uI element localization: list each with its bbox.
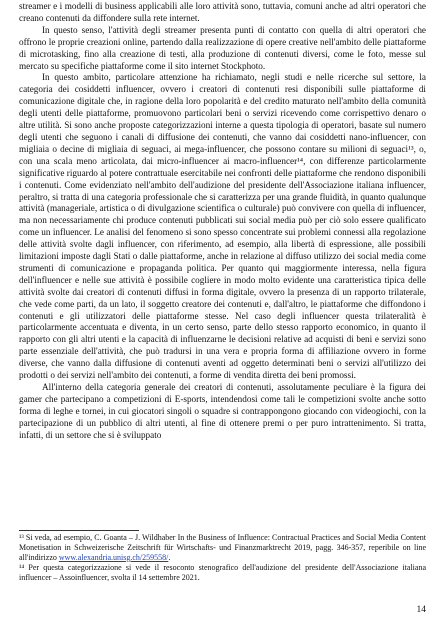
footnote-13-tail: . (168, 553, 171, 562)
paragraph-1: streamer e i modelli di business applicabili alle loro attività sono, tuttavia, comuni anche ad altri operatori che creano contenuti da diffondere sulla rete internet. (19, 1, 426, 23)
paragraph-3: In questo ambito, particolare attenzione ha richiamato, negli studi e nelle ricerche sul settore, la categoria dei cosiddetti influencer, ovvero i creatori di contenuti resi disponibili sulle piattaforme di comunicazione digitale che, in ragione della loro popolarità e del credito maturato nell'ambito della comunità degli utenti delle piattaforme, promuovono particolari beni o servizi ricevendo come corrispettivo denaro o altre utilità. Si sono anche proposte categorizzazioni interne a questa tipologia di operatori, basate sul numero degli utenti che seguono i canali di diffusione dei contenuti, che vanno dai cosiddetti nano-influencer, con migliaia o decine di migliaia di seguaci, ai mega-influencer, che possono contare su milioni di seguaci¹³, o, con una scala meno articolata, dai micro-influencer ai macro-influencer¹⁴, con differenze particolarmente significative riguardo al potere contrattuale esercitabile nei confronti delle piattaforme che rendono disponibili i contenuti. Come evidenziato nell'ambito dell'audizione del presidente dell'Associazione italiana influencer, peraltro, si tratta di una categoria professionale che si caratterizza per una grande fluidità, in quanto qualunque attività (manageriale, artistica o di divulgazione scientifica o culturale) può convivere con quella di influencer, ma non necessariamente chi produce contenuti pubblicati sui social media può per ciò solo essere qualificato come un influencer. Le analisi del fenomeno si sono spesso concentrate sui problemi connessi alla regolazione delle attività svolte dagli influencer, con riferimento, ad esempio, alla libertà di espressione, alle possibili limitazioni imposte dagli Stati o dalle piattaforme, anche in relazione al diffuso utilizzo dei social media come strumenti di comunicazione e propaganda politica. Per quanto qui maggiormente interessa, nella figura dell'influencer e nelle sue attività è possibile cogliere in modo molto evidente una caratteristica tipica delle attività svolte dai creatori di contenuti diffusi in forma digitale, ovvero la presenza di un rapporto trilaterale, che vede come parti, da un lato, il soggetto creatore dei contenuti e, dall'altro, le piattaforme che diffondono i contenuti e gli utilizzatori delle piattaforme stesse. Nel caso degli influencer questa trilateralità è particolarmente accentuata e diventa, in un certo senso, parte dello stesso rapporto economico, in quanto il rapporto con gli altri utenti e la capacità di influenzarne le decisioni relative ad acquisti di beni e servizi sono parte essenziale dell'attività, che può tradursi in una vera e propria forma di affiliazione ovvero in forme diverse, che vanno dalla diffusione di contenuti aventi ad oggetto determinati beni o servizi all'utilizzo dei prodotti o dei servizi nell'ambito dei contenuti, a forme di vendita diretta dei beni promossi. (19, 72, 426, 381)
paragraph-4: All'interno della categoria generale dei creatori di contenuti, assolutamente peculiare è la figura dei gamer che partecipano a competizioni di E-sports, intendendosi come tali le competizioni svolte anche sotto forma di leghe e tornei, in cui giocatori singoli o squadre si contrappongono giocando con videogiochi, con la partecipazione di un pubblico di altri utenti, al fine di ottenere premi o per puro intrattenimento. Si tratta, infatti, di un settore che si è sviluppato (19, 382, 426, 440)
footnotes (19, 533, 426, 583)
footnote-13 (19, 533, 426, 563)
footnote-13-link[interactable]: www.alexandria.unisg.ch/259558/ (58, 553, 169, 562)
footnote-14: ¹⁴ Per questa categorizzazione si vede il resoconto stenografico dell'audizione del presidente dell'Associazione italiana influencer – Assoinfluencer, svolta il 14 settembre 2021. (19, 563, 426, 582)
footnote-divider (19, 530, 139, 531)
page-number: 14 (416, 605, 426, 615)
footnote-13-text: ¹³ Si veda, ad esempio, C. Goanta – J. Wildhaber In the Business of Influence: Contractual Practices and Social Media Content Monetisation in Schweizerische Zeitschrift für Wirtschafts- und Finanzmarktrecht 2019, pagg. 346-357, reperibile on line all'indirizzo (19, 533, 426, 562)
body-text (19, 1, 426, 442)
paragraph-2: In questo senso, l'attività degli streamer presenta punti di contatto con quella di altri operatori che offrono le proprie creazioni online, partendo dalla realizzazione di opere creative nell'ambito delle piattaforme di microtasking, fino alla creazione di testi, alla produzione di contenuti diversi, come le foto, messe sul mercato su specifiche piattaforme come il sito internet Stockphoto. (19, 24, 426, 71)
